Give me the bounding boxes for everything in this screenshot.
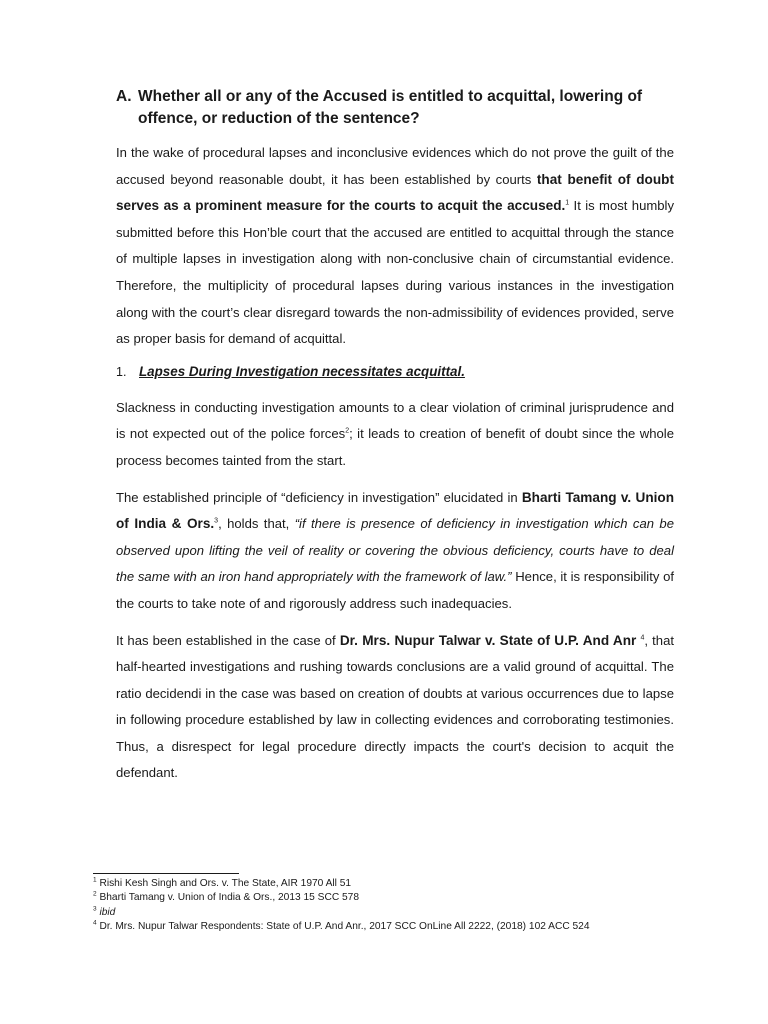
footnote-text: Bharti Tamang v. Union of India & Ors., 2013 15 SCC 578 [99, 892, 360, 904]
para3-case-name: Bharti Tamang v. Union of India & Ors. [116, 489, 675, 532]
para1-bold: that benefit of doubt serves as a prominent measure for the courts to acquit the accused. [116, 171, 674, 214]
footnotes [93, 877, 693, 935]
section-heading [116, 86, 674, 130]
paragraph-intro [116, 140, 674, 353]
para4-text-b: , that half-hearted investigations and rushing towards conclusions are a valid ground of acquittal. The ratio decidendi in the case was based on creation of doubts at various occurrences due to lapse in following procedure established by law in collecting evidences and corroborating testimonies. Thus, a disrespect for legal procedure directly impacts the court's decision to acquit the defendant. [116, 632, 675, 781]
para3-quote: “if there is presence of deficiency in investigation which can be observed upon lifting the veil of reality or covering the obvious deficiency, courts have to deal the same with an iron hand appropriately with the framework of law.” [116, 516, 674, 585]
footnote-separator [93, 873, 239, 874]
footnote-item [93, 891, 693, 905]
footnote-ref-2[interactable]: 2 [345, 427, 350, 435]
footnote-text: Dr. Mrs. Nupur Talwar Respondents: State of U.P. And Anr., 2017 SCC OnLine All 2222, (2018) 102 ACC 524 [99, 921, 590, 933]
subsection-marker: 1. [116, 364, 127, 379]
footnote-number: 2 [93, 891, 97, 899]
paragraph-bharti-tamang [116, 485, 674, 618]
para2-text-a: Slackness in conducting investigation amounts to a clear violation of criminal jurisprudence and is not expected out of the police forces [116, 399, 674, 442]
footnote-number: 4 [93, 919, 97, 927]
para3-text-b: , holds that, [218, 516, 295, 532]
document-body [116, 86, 674, 787]
footnote-text: Rishi Kesh Singh and Ors. v. The State, AIR 1970 All 51 [99, 878, 352, 889]
footnote-ref-4[interactable]: 4 [640, 634, 645, 642]
footnote-text: ibid [99, 906, 116, 918]
paragraph-nupur-talwar [116, 628, 674, 788]
footnote-item [93, 920, 693, 934]
footnote-number: 3 [93, 905, 97, 913]
para1-text-b: It is most humbly submitted before this Hon’ble court that the accused are entitled to acquittal through the stance of multiple lapses in investigation along with non-conclusive chain of circumstantial evidence. Therefore, the multiplicity of procedural lapses during various instances in the investigation along with the court’s clear disregard towards the non-admissibility of evidences provided, serve as proper basis for demand of acquittal. [116, 198, 674, 347]
footnote-number: 1 [93, 876, 97, 884]
para4-case-name: Dr. Mrs. Nupur Talwar v. State of U.P. And Anr [339, 632, 637, 648]
para1-text-a: In the wake of procedural lapses and inconclusive evidences which do not prove the guilt of the accused beyond reasonable doubt, it has been established by courts [116, 145, 674, 187]
para2-text-b: ; it leads to creation of benefit of doubt since the whole process becomes tainted from the start. [116, 426, 674, 468]
section-marker: A. [116, 88, 132, 105]
section-title: Whether all or any of the Accused is entitled to acquittal, lowering of offence, or reduction of the sentence? [138, 88, 643, 127]
footnote-ref-3[interactable]: 3 [214, 517, 219, 525]
para3-text-a: The established principle of “deficiency in investigation” elucidated in [116, 489, 522, 505]
footnote-ref-1[interactable]: 1 [565, 199, 570, 207]
paragraph-slackness [116, 395, 674, 475]
para3-text-c: Hence, it is responsibility of the courts to take note of and rigorously address such inadequacies. [116, 569, 674, 611]
subsection-title: Lapses During Investigation necessitates acquittal. [139, 363, 465, 379]
footnote-item [93, 906, 693, 920]
footnote-item [93, 877, 693, 891]
subsection-heading [116, 361, 674, 383]
para4-text-a: It has been established in the case of [116, 632, 340, 648]
